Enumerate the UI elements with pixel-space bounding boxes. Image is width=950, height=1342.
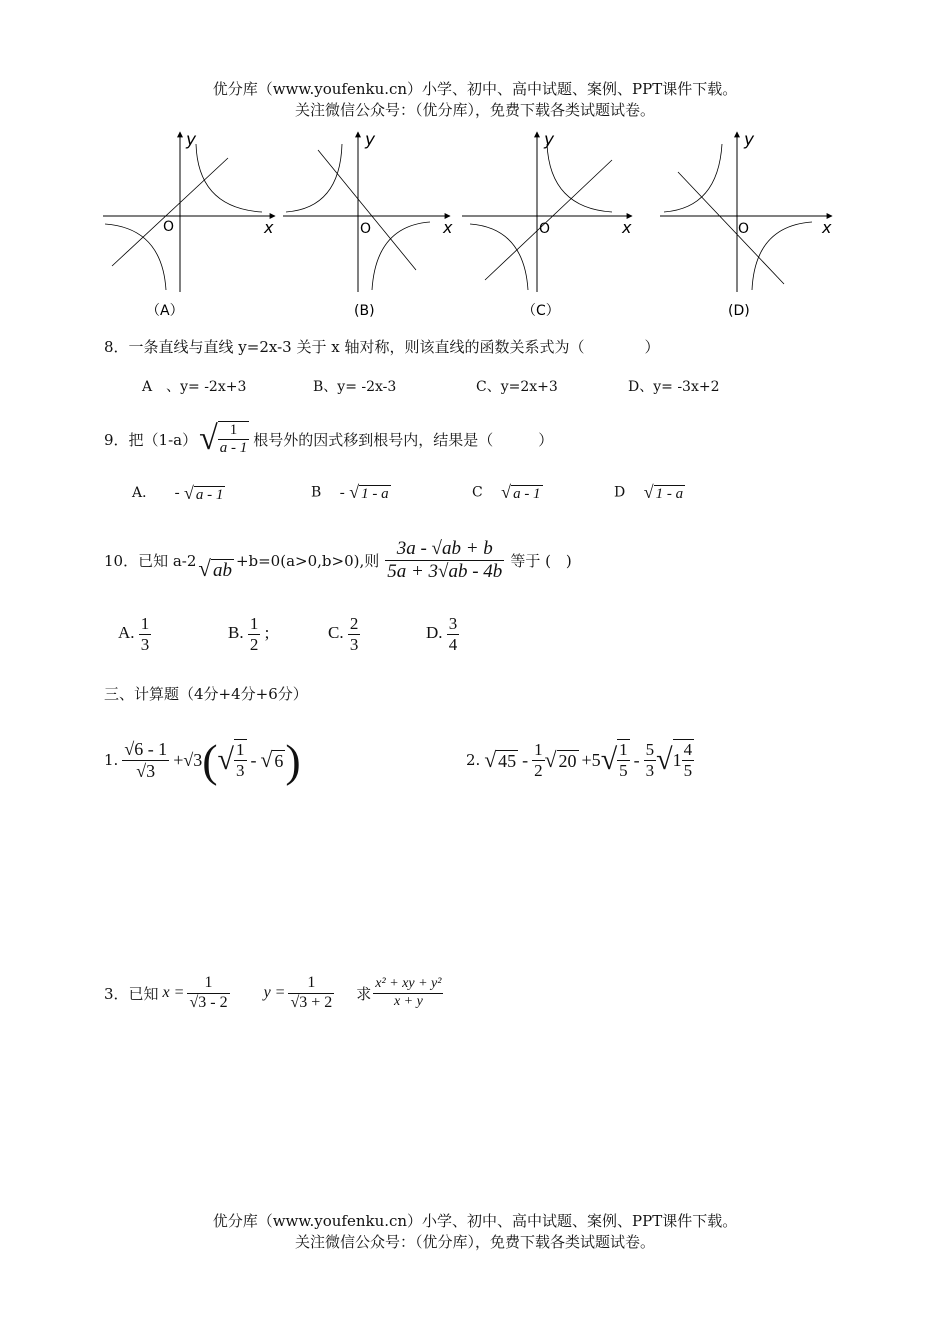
q9-option-a-label: A． [132,485,157,501]
q10-radical: √ ab [198,556,232,581]
q8-option-b: B、y= -2x-3 [313,379,397,395]
problem-2-plus: +5 [581,749,601,770]
graph-label-d: (D) [728,303,750,319]
q9-option-b [311,482,391,503]
problem-1-inner-radical-sign: √ [217,743,235,776]
problem-2-minus-2: - [633,749,640,770]
q9-option-d [614,482,685,503]
problem-2-r1: 45 [498,750,517,771]
problem-2-r4-whole: 1 [672,750,682,770]
problem-1-inner-den: 3 [236,761,245,780]
graph-b-y-label: y [365,130,376,150]
problem-2-radical-1: √ 45 [484,747,517,772]
graph-a-origin: O [163,219,175,235]
problem-3-y-den: √3 + 2 [290,993,333,1011]
q10-option-a-num: 1 [140,614,150,633]
q10-middle: +b=0(a>0,b>0),则 [235,551,380,570]
problem-3-y-fraction [288,974,334,1012]
problem-1-last: 6 [274,750,284,771]
problem-3-expression [373,976,443,1009]
q9-option-b-radical: √ 1 - a [349,482,389,502]
problem-2-fraction-2 [644,740,657,780]
problem-2-fraction-1 [532,740,545,780]
q10-option-c-num: 2 [349,614,359,633]
graph-a-x-label: x [264,218,274,237]
problem-3-x-num: 1 [187,974,229,993]
problem-2-radical-3-sign: √ [600,743,618,776]
problem-1-right-paren: ) [285,734,301,786]
problem-2-r3-num: 1 [619,740,628,760]
q10-prefix: 10．已知 a-2 [104,551,197,570]
q10-option-c [328,614,360,654]
q9-option-a [132,482,225,504]
q9-stem [104,412,553,466]
problem-1-last-radical: √ 6 [260,747,284,772]
q10-frac-den: 5a + 3√ab - 4b [387,560,503,582]
problem-1-inner-fraction [234,739,247,780]
graph-b [283,130,453,292]
problem-2-r3-den: 5 [619,761,628,780]
graph-label-a: （A） [146,303,184,319]
q10-option-a-label: A. [118,622,135,642]
graph-a [103,130,275,292]
q9-option-b-label: B [311,484,322,501]
q9-option-d-label: D [614,484,626,501]
q9-option-c-label: C [472,484,483,501]
q9-option-a-sign: - [174,485,180,501]
q10-fraction [385,538,504,583]
q9-option-a-radicand: a - 1 [195,486,224,503]
graph-d-y-label: y [744,130,755,150]
q10-radicand: ab [212,560,232,581]
q10-option-d-den: 4 [448,634,458,654]
problem-2-radical-4-sign: √ [656,743,673,776]
q9-option-a-radical: √ a - 1 [184,482,224,503]
q10-option-b-label: B. [228,622,244,642]
q9-option-c-radicand: a - 1 [513,486,541,502]
q10-option-d-label: D. [426,622,443,642]
q9-radical-sign: √ [199,420,218,457]
q10-option-a-den: 3 [140,634,150,654]
graph-a-y-label: y [186,130,197,150]
graph-options [0,120,950,325]
graph-c-origin: O [539,221,551,237]
q10-option-b [228,614,269,654]
footer-line-1: 优分库（www.youfenku.cn）小学、初中、高中试题、案例、PPT课件下载。 [212,1212,738,1230]
graph-b-origin: O [360,221,372,237]
problem-3-expr-den: x + y [393,993,423,1009]
problem-3-prefix: 3．已知 [104,984,159,1003]
q9-option-b-radicand: 1 - a [361,486,389,502]
q10-option-d [426,614,459,654]
q10-frac-num: 3a - √ab + b [385,538,504,561]
problem-1-plus: +√3 [173,749,203,770]
problem-1-inner-num: 1 [236,740,245,760]
problem-1-num: √6 - 1 [124,738,168,759]
q8-option-d: D、y= -3x+2 [628,379,720,395]
graph-d-x-label: x [822,218,832,237]
q10-option-c-frac [348,614,361,654]
problem-2-minus-1: - [522,749,529,770]
q10-option-a-frac [139,614,152,654]
q9-suffix: 根号外的因式移到根号内，结果是（ ） [253,430,554,449]
problem-2-f1-den: 2 [534,760,543,780]
section-3-title: 三、计算题（4分+4分+6分） [104,685,308,703]
q10-option-b-tail: ; [264,622,270,642]
problem-2-radical-3-fraction [617,739,630,780]
problem-3-x-den: √3 - 2 [189,993,228,1011]
problem-3-ask: 求 [356,984,372,1003]
graph-d [660,130,832,292]
problem-2-r4-num: 4 [683,740,693,760]
problem-1-fraction [122,739,169,781]
q10-option-c-den: 3 [349,634,359,654]
graph-b-x-label: x [443,218,453,237]
graph-c-y-label: y [544,130,555,150]
q10-option-d-frac [447,614,460,654]
problem-2-f2-num: 5 [645,739,655,759]
q8-option-c: C、y=2x+3 [476,379,558,395]
problem-2-radical-4-body [673,739,695,780]
problem-3 [104,966,443,1020]
problem-1-left-paren: ( [202,734,218,786]
header-line-2: 关注微信公众号：（优分库），免费下载各类试题试卷。 [294,101,655,119]
problem-1-den: √3 [136,760,156,781]
q10-option-d-num: 3 [448,614,458,633]
q9-option-b-sign: - [339,484,345,501]
problem-1 [104,728,301,792]
q9-option-d-radical: √ 1 - a [643,482,684,502]
q10-option-a [118,614,151,654]
graph-c-x-label: x [622,218,632,237]
q9-fraction [218,421,250,458]
problem-1-minus: - [250,749,257,770]
q10-option-b-den: 2 [249,634,259,654]
q10-option-c-label: C. [328,622,344,642]
graph-c [462,130,632,292]
q9-frac-den: a - 1 [219,440,248,456]
problem-3-y-lhs: y = [263,984,286,1001]
problem-2 [466,730,694,790]
header-line-1: 优分库（www.youfenku.cn）小学、初中、高中试题、案例、PPT课件下载。 [212,80,738,98]
problem-2-r4-fraction [682,740,695,780]
q9-option-c [472,482,543,503]
problem-3-x-lhs: x = [162,984,185,1001]
graph-label-b: (B) [354,303,375,319]
q8-option-a: A 、y= -2x+3 [142,379,247,395]
q9-prefix: 9．把（1-a） [104,430,198,449]
problem-1-label: 1. [104,751,119,769]
problem-2-label: 2. [466,751,481,769]
q9-option-c-radical: √ a - 1 [501,482,541,502]
q10-option-b-frac [248,614,261,654]
graph-label-c: （C） [522,303,560,319]
q8-stem: 8．一条直线与直线 y=2x-3 关于 x 轴对称，则该直线的函数关系式为（ ） [104,338,660,356]
problem-2-f1-num: 1 [534,739,543,759]
q9-option-d-radicand: 1 - a [655,486,684,502]
problem-2-r4-den: 5 [683,761,693,780]
problem-3-x-fraction [187,974,229,1012]
problem-2-f2-den: 3 [645,760,655,780]
q10-option-b-num: 1 [249,614,259,633]
problem-3-expr-num: x² + xy + y² [373,976,443,993]
problem-3-y-num: 1 [288,974,334,993]
footer-line-2: 关注微信公众号：（优分库），免费下载各类试题试卷。 [294,1233,655,1251]
problem-2-r2: 20 [558,750,577,771]
graph-d-origin: O [738,221,750,237]
problem-2-radical-2: √ 20 [544,747,577,772]
q9-frac-num: 1 [218,422,250,440]
q10-suffix: 等于 ( ) [510,551,572,570]
q10-stem [104,530,572,590]
